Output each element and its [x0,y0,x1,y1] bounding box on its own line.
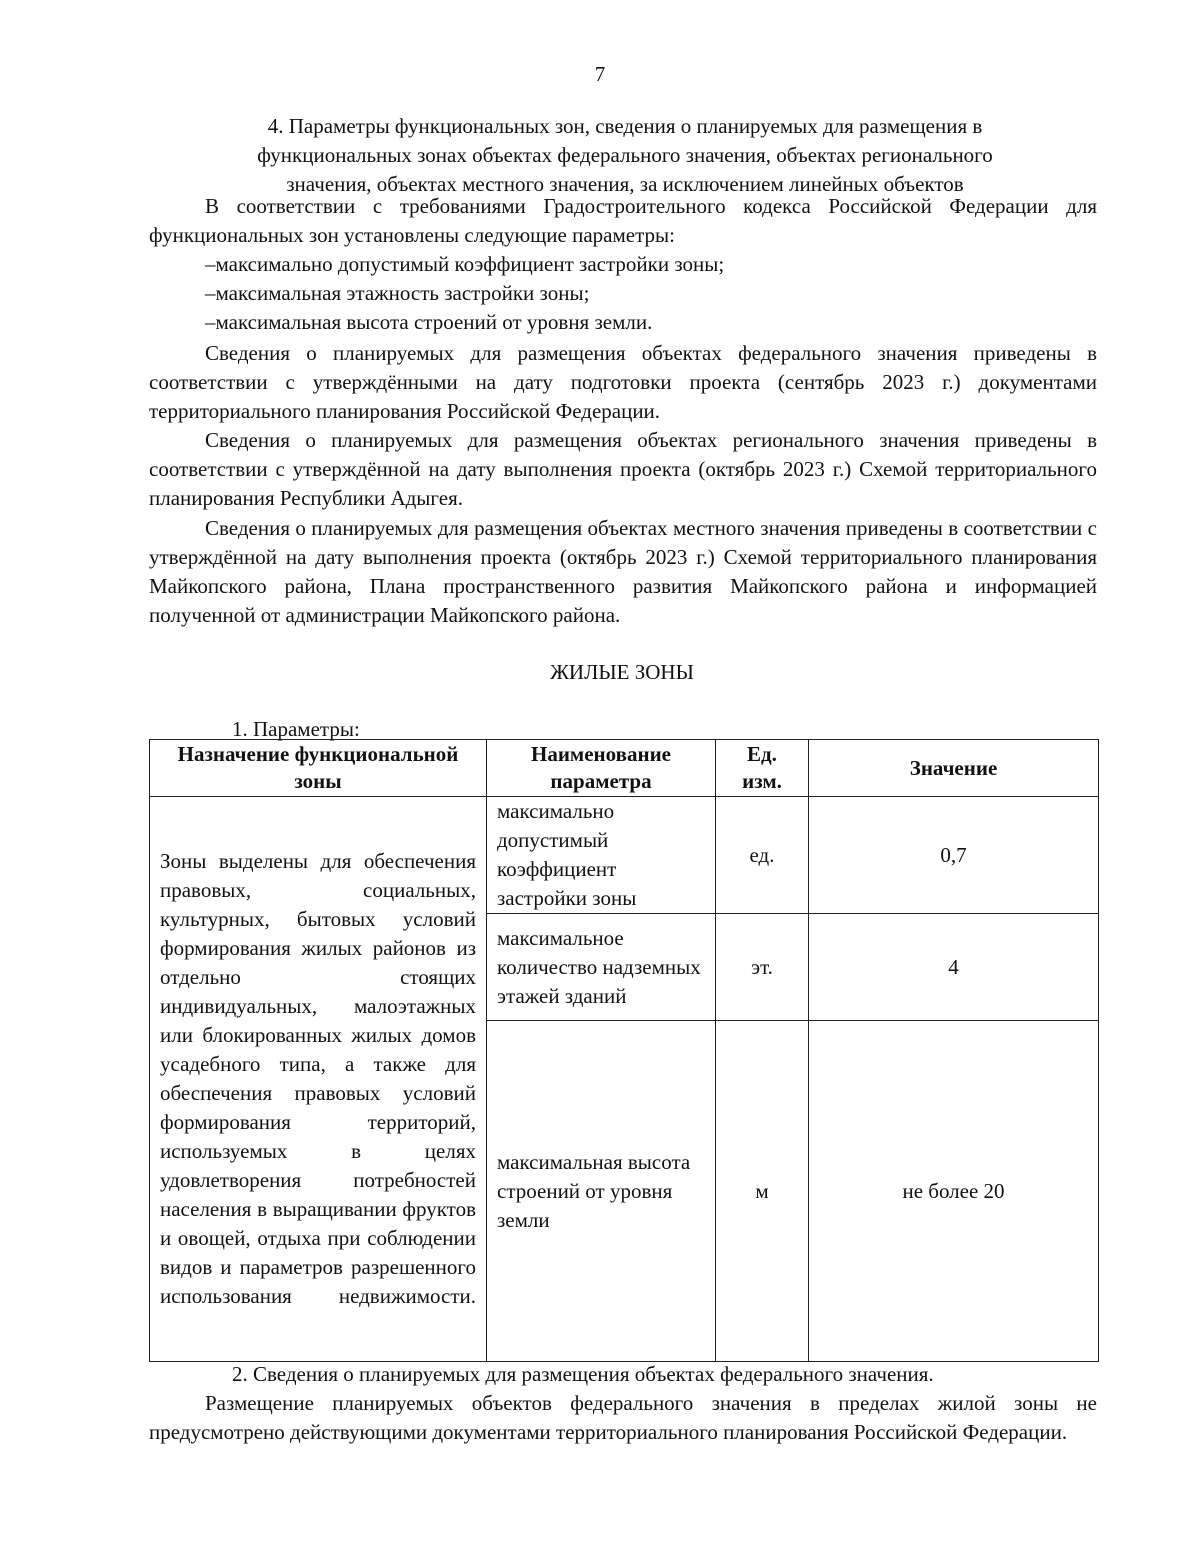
intro-paragraph: В соответствии с требованиями Градостроительного кодекса Российской Федерации для функциональных зон установлены следующие параметры: [149,194,1097,247]
header-purpose: Назначение функциональной зоны [150,740,487,797]
unit-cell: эт. [716,914,809,1021]
paragraph-federal: Сведения о планируемых для размещения объектах федерального значения приведены в соответствии с утверждёнными на дату подготовки проекта (сентябрь 2023 г.) документами территориального планирования Российской Федерации. [149,341,1097,423]
table-row [150,797,1099,914]
unit-cell: ед. [716,797,809,914]
heading-line-3: значения, объектах местного значения, за исключением линейных объектов [286,172,964,196]
purpose-cell: Зоны выделены для обеспечения правовых, социальных, культурных, бытовых условий формирования жилых районов из отдельно стоящих индивидуальных, малоэтажных или блокированных жилых домов усадебного типа, а также для обеспечения правовых условий формирования территорий, используемых в целях удовлетворения потребностей населения в выращивании фруктов и овощей, отдыха при соблюдении видов и параметров разрешенного использования недвижимости. [150,797,487,1362]
header-value: Значение [809,740,1099,797]
param-name-cell: максимальное количество надземных этажей зданий [487,914,716,1021]
value-cell: 0,7 [809,797,1099,914]
section2-paragraph: Размещение планируемых объектов федерального значения в пределах жилой зоны не предусмотрено действующими документами территориального планирования Российской Федерации. [149,1391,1097,1444]
section2-title: 2. Сведения о планируемых для размещения объектах федерального значения. [232,1362,934,1386]
list-item-floors: –максимальная этажность застройки зоны; [205,281,590,305]
paragraph-local: Сведения о планируемых для размещения объектах местного значения приведены в соответствии с утверждённой на дату выполнения проекта (октябрь 2023 г.) Схемой территориального планирования Майкопского района, Плана пространственного развития Майкопского района и информацией полученной от администрации Майкопского района. [149,516,1097,627]
list-item-height: –максимальная высота строений от уровня земли. [205,310,653,334]
param-name-cell: максимальная высота строений от уровня земли [487,1021,716,1362]
header-parameter: Наименование параметра [487,740,716,797]
paragraph-regional: Сведения о планируемых для размещения объектах регионального значения приведены в соответствии с утверждённой на дату выполнения проекта (октябрь 2023 г.) Схемой территориального планирования Республики Адыгея. [149,428,1097,510]
heading-line-2: функциональных зонах объектах федерального значения, объектах регионального [257,143,993,167]
section-heading [190,112,1060,199]
page-number: 7 [594,62,606,86]
parameters-table [149,739,1099,1362]
table-header-row [150,740,1099,797]
header-unit: Ед. изм. [716,740,809,797]
unit-cell: м [716,1021,809,1362]
param-name-cell: максимально допустимый коэффициент застройки зоны [487,797,716,914]
value-cell: 4 [809,914,1099,1021]
list-item-coefficient: –максимально допустимый коэффициент застройки зоны; [205,252,725,276]
value-cell: не более 20 [809,1021,1099,1362]
heading-line-1: 4. Параметры функциональных зон, сведения о планируемых для размещения в [267,114,983,138]
params-caption: 1. Параметры: [232,717,360,741]
section-title-residential: ЖИЛЫЕ ЗОНЫ [550,660,694,684]
